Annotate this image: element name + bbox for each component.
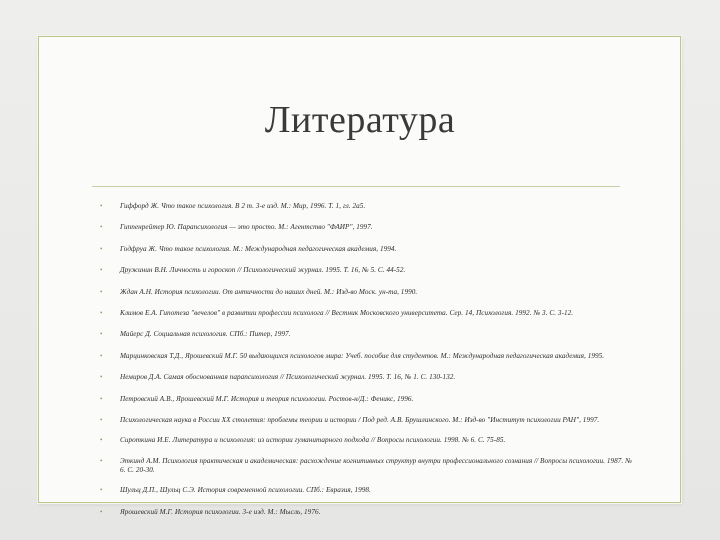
title-divider <box>92 186 620 187</box>
reference-item <box>100 416 636 425</box>
reference-text: Ждан А.Н. История психологии. От античности до наших дней. М.: Изд-во Моск. ун-та, 1990. <box>120 287 418 296</box>
reference-item <box>100 457 636 475</box>
reference-item <box>100 330 636 339</box>
bullet-icon: • <box>100 202 103 210</box>
bullet-icon: • <box>100 308 103 317</box>
reference-text: Шульц Д.П., Шульц С.Э. История современной психологии. СПб.: Евразия, 1998. <box>120 486 371 495</box>
reference-text: Немиров Д.А. Самая обоснованная парапсихология // Психологический журнал. 1995. Т. 16, № 1. С. 130-132. <box>120 373 456 382</box>
bullet-icon: • <box>100 394 103 403</box>
reference-item <box>100 373 636 382</box>
reference-item <box>100 352 636 361</box>
bullet-icon: • <box>100 351 103 360</box>
bullet-icon: • <box>100 435 103 444</box>
reference-text: Марцинковская Т.Д., Ярошевский М.Г. 50 выдающихся психологов мира: Учеб. пособие для студентов. М.: Международная педагогическая академия, 1995. <box>120 351 605 360</box>
bullet-icon: • <box>100 223 103 232</box>
bullet-icon: • <box>100 486 103 495</box>
bullet-icon: • <box>100 373 103 382</box>
reference-item <box>100 223 636 232</box>
reference-text: Эткинд А.М. Психология практическая и академическая: расхождение когнитивных структур внутри профессионального сознания // Вопросы психологии. 1987. № 6. С. 20-30. <box>120 457 632 475</box>
reference-item <box>100 288 636 297</box>
reference-text: Петровский А.В., Ярошевский М.Г. История и теория психологии. Ростов-н/Д.: Феникс, 1996. <box>120 394 414 403</box>
references-list <box>100 202 636 529</box>
bullet-icon: • <box>100 287 103 296</box>
reference-text: Гиппенрейтер Ю. Парапсихология — это просто. М.: Агентство "ФАИР", 1997. <box>120 223 373 232</box>
reference-item <box>100 486 636 495</box>
reference-text: Сироткина И.Е. Литература и психология: из истории гуманитарного подхода // Вопросы психологии. 1998. № 6. С. 75-85. <box>120 435 506 444</box>
reference-item <box>100 395 636 404</box>
reference-item <box>100 508 636 517</box>
reference-text: Ярошевский М.Г. История психологии. 3-е изд. М.: Мысль, 1976. <box>120 507 321 516</box>
reference-item <box>100 309 636 318</box>
reference-item <box>100 245 636 254</box>
bullet-icon: • <box>100 330 103 339</box>
bullet-icon: • <box>100 507 103 516</box>
reference-text: Годфруа Ж. Что такое психология. М.: Международная педагогическая академия, 1994. <box>120 244 397 253</box>
bullet-icon: • <box>100 457 103 466</box>
reference-item <box>100 202 636 211</box>
bullet-icon: • <box>100 244 103 253</box>
reference-item <box>100 436 636 445</box>
reference-text: Дружинин В.Н. Личность и гороскоп // Психологический журнал. 1995. Т. 16, № 5. С. 44-52. <box>120 266 406 275</box>
reference-text: Климов Е.А. Гипотеза "вечелов" в развитии профессии психолога // Вестник Московского университета. Сер. 14, Психология. 1992. № 3. С. 3-12. <box>120 308 574 317</box>
bullet-icon: • <box>100 415 103 424</box>
bullet-icon: • <box>100 266 103 275</box>
slide-title: Литература <box>264 99 456 141</box>
reference-text: Психологическая наука в России XX столетия: проблемы теории и истории / Под ред. А.В. Брушлинского. М.: Изд-во "Институт психологии РАН", 1997. <box>120 415 600 424</box>
reference-item <box>100 266 636 275</box>
reference-text: Гиффорд Ж. Что такое психология. В 2 т. 3-е изд. М.: Мир, 1996. Т. 1, гл. 2а5. <box>120 202 366 210</box>
reference-text: Майерс Д. Социальная психология. СПб.: Питер, 1997. <box>120 330 291 339</box>
